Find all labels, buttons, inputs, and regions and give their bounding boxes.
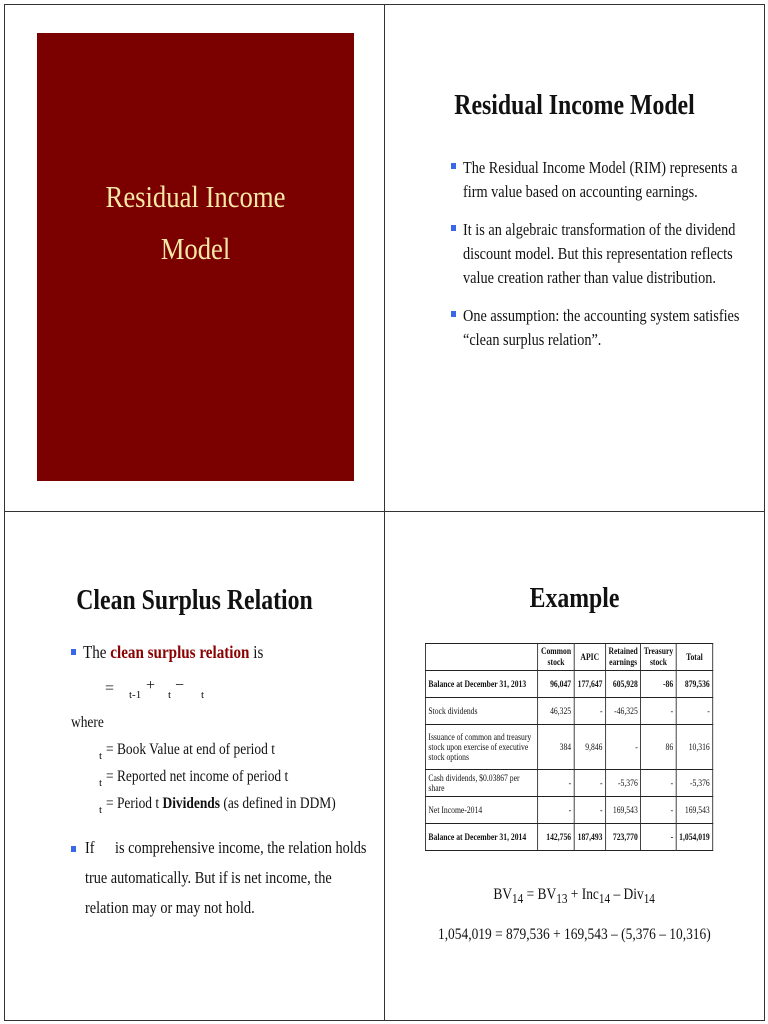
clean-surplus-bullet: The clean surplus relation is — [71, 642, 298, 663]
table-row: Stock dividends 46,325 - -46,325 - - — [425, 698, 712, 725]
bullet-item: It is an algebraic transformation of the dividend discount model. But this representation reflects value creation rather than value distribution. — [451, 218, 751, 290]
slide-2 — [384, 4, 765, 512]
slide-4-title: Example — [529, 582, 620, 614]
bullet-square-icon — [451, 311, 456, 317]
table-row: Issuance of common and treasury stock upon exercise of executive stock options 384 9,846 - 86 10,316 — [425, 725, 712, 770]
bullet-item: The Residual Income Model (RIM) represents a firm value based on accounting earnings. — [451, 156, 751, 204]
title-box — [37, 33, 354, 481]
slide-3-title: Clean Surplus Relation — [76, 584, 313, 616]
bullet-square-icon — [451, 225, 456, 231]
table-row: Balance at December 31, 2013 96,047 177,647 605,928 -86 879,536 — [425, 671, 712, 698]
table-header-row: Common stock APIC Retained earnings Treasury stock Total — [425, 644, 712, 671]
formula-numeric: 1,054,019 = 879,536 + 169,543 – (5,376 – 10,316) — [438, 926, 711, 943]
bullet-square-icon — [71, 846, 76, 852]
slide-4 — [384, 511, 765, 1021]
slide-2-title: Residual Income Model — [454, 89, 695, 121]
table-row: Balance at December 31, 2014 142,756 187,493 723,770 - 1,054,019 — [425, 824, 712, 851]
bullet-item: One assumption: the accounting system satisfies “clean surplus relation”. — [451, 304, 751, 352]
equity-table — [425, 643, 713, 851]
definition-book-value: $_t$ = Book Value at end of period t — [99, 741, 276, 762]
equation: = t-1 + t − t — [105, 677, 205, 701]
title-slide-heading: Residual Income Model — [105, 179, 286, 266]
definition-dividends: $_t$ = Period t Dividends (as defined in DDM) — [99, 795, 336, 816]
slide-3: Clean Surplus Relation The clean surplus relation is = t-1 + t − t where $_t$ = Book Value at end of period t $_t$ = Reported net income of period t $_t$ = Period t Dividends (as defined in DDM) If is comprehensive income, the relation holds true automatically. But if is net income, the relation may or may not hold. — [4, 511, 385, 1021]
bullet-square-icon — [71, 649, 76, 655]
slide-1 — [4, 4, 385, 512]
table-row: Net Income-2014 - - 169,543 - 169,543 — [425, 797, 712, 824]
bullet-square-icon — [451, 163, 456, 169]
bullet-list — [451, 156, 751, 366]
definition-net-income: $_t$ = Reported net income of period t — [99, 768, 289, 789]
table-row: Cash dividends, $0.03867 per share - - -5,376 - -5,376 — [425, 770, 712, 797]
formula-bv: $BV_{14} = BV_{13} + Inc_{14} - Div_{14}$ — [493, 886, 656, 907]
